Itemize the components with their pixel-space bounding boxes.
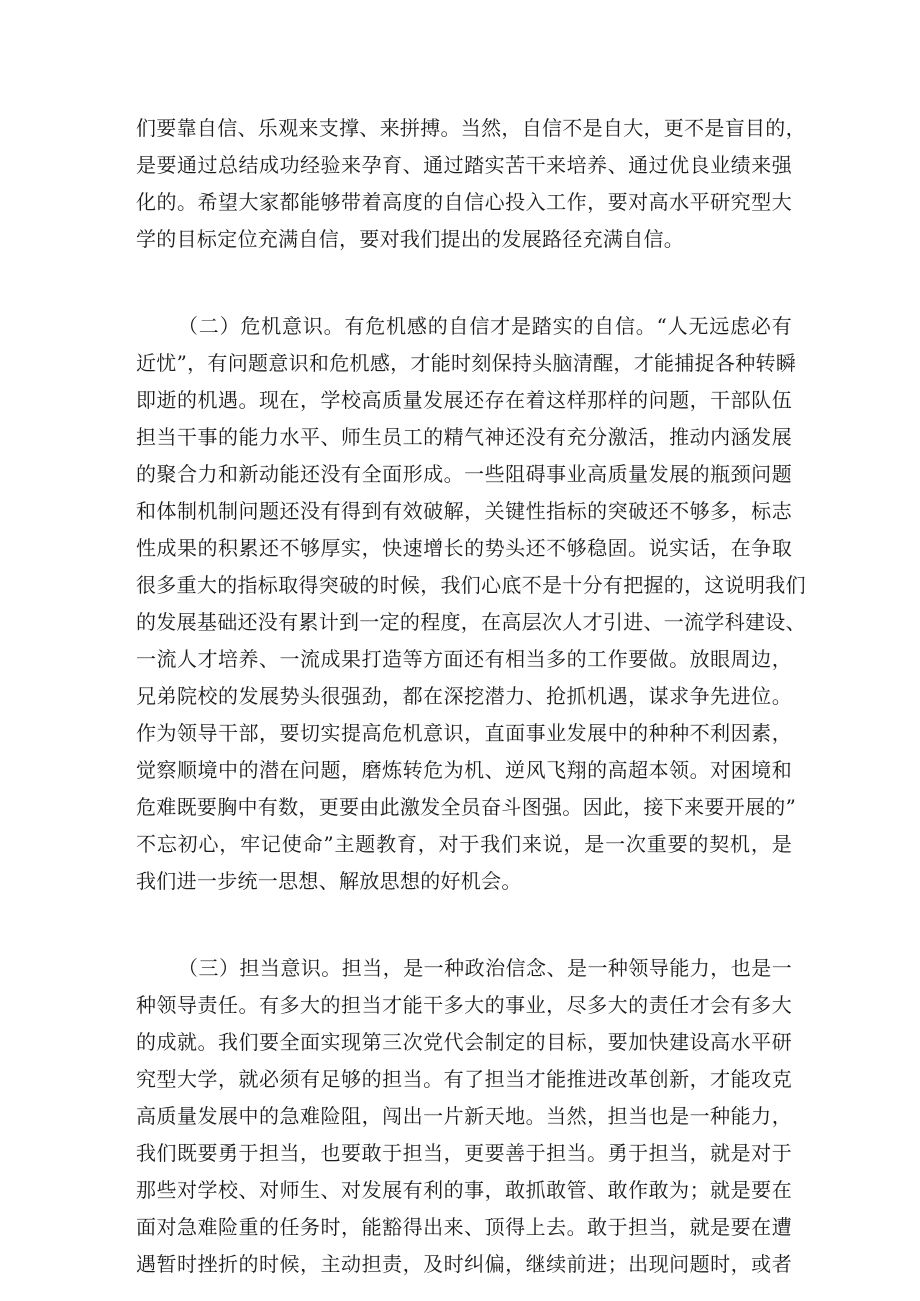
text-line: 我们进一步统一思想、解放思想的好机会。 — [136, 869, 522, 893]
text-line: 和体制机制问题还没有得到有效破解，关键性指标的突破还不够多，标志 — [136, 499, 792, 523]
text-line: 种领导责任。有多大的担当才能干多大的事业，尽多大的责任才会有多大 — [136, 993, 792, 1017]
text-line: 危难既要胸中有数，更要由此激发全员奋斗图强。因此，接下来要开展的” — [136, 795, 797, 819]
text-line: 性成果的积累还不够厚实，快速增长的势头还不够稳固。说实话，在争取 — [136, 536, 792, 560]
text-line: 化的。希望大家都能够带着高度的自信心投入工作，要对高水平研究型大 — [136, 190, 792, 214]
text-line: 我们既要勇于担当，也要敢于担当，更要善于担当。勇于担当，就是对于 — [136, 1141, 792, 1165]
text-line: 高质量发展中的急难险阻，闯出一片新天地。当然，担当也是一种能力， — [136, 1104, 792, 1128]
text-line: 作为领导干部，要切实提高危机意识，直面事业发展中的种种不利因素， — [136, 721, 792, 745]
text-line: 们要靠自信、乐观来支撑、来拼搏。当然，自信不是自大，更不是盲目的， — [136, 116, 806, 140]
text-line: 一流人才培养、一流成果打造等方面还有相当多的工作要做。放眼周边， — [136, 647, 792, 671]
text-line: 不忘初心，牢记使命”主题教育，对于我们来说，是一次重要的契机，是 — [136, 832, 792, 856]
text-line: 担当干事的能力水平、师生员工的精气神还没有充分激活，推动内涵发展 — [136, 425, 792, 449]
paragraph-first-line: （三）担当意识。担当，是一种政治信念、是一种领导能力，也是一 — [178, 956, 792, 980]
text-line: 遇暂时挫折的时候，主动担责，及时纠偏，继续前进；出现问题时，或者 — [136, 1252, 792, 1276]
text-line: 近忧”，有问题意识和危机感，才能时刻保持头脑清醒，才能捕捉各种转瞬 — [136, 351, 797, 375]
text-line: 的成就。我们要全面实现第三次党代会制定的目标，要加快建设高水平研 — [136, 1030, 792, 1054]
text-line: 是要通过总结成功经验来孕育、通过踏实苦干来培养、通过优良业绩来强 — [136, 153, 792, 177]
paragraph-first-line: （二）危机意识。有危机感的自信才是踏实的自信。“人无远虑必有 — [178, 314, 792, 338]
text-line: 学的目标定位充满自信，要对我们提出的发展路径充满自信。 — [136, 227, 685, 251]
text-line: 即逝的机遇。现在，学校高质量发展还存在着这样那样的问题，干部队伍 — [136, 388, 792, 412]
text-line: 很多重大的指标取得突破的时候，我们心底不是十分有把握的，这说明我们 — [136, 573, 806, 597]
text-line: 兄弟院校的发展势头很强劲，都在深挖潜力、抢抓机遇，谋求争先进位。 — [136, 684, 792, 708]
text-line: 的发展基础还没有累计到一定的程度，在高层次人才引进、一流学科建设、 — [136, 610, 806, 634]
text-line: 的聚合力和新动能还没有全面形成。一些阻碍事业高质量发展的瓶颈问题 — [136, 462, 792, 486]
text-line: 觉察顺境中的潜在问题，磨炼转危为机、逆风飞翔的高超本领。对困境和 — [136, 758, 792, 782]
text-line: 究型大学，就必须有足够的担当。有了担当才能推进改革创新，才能攻克 — [136, 1067, 792, 1091]
text-line: 那些对学校、对师生、对发展有利的事，敢抓敢管、敢作敢为；就是要在 — [136, 1178, 792, 1202]
text-line: 面对急难险重的任务时，能豁得出来、顶得上去。敢于担当，就是要在遭 — [136, 1215, 792, 1239]
